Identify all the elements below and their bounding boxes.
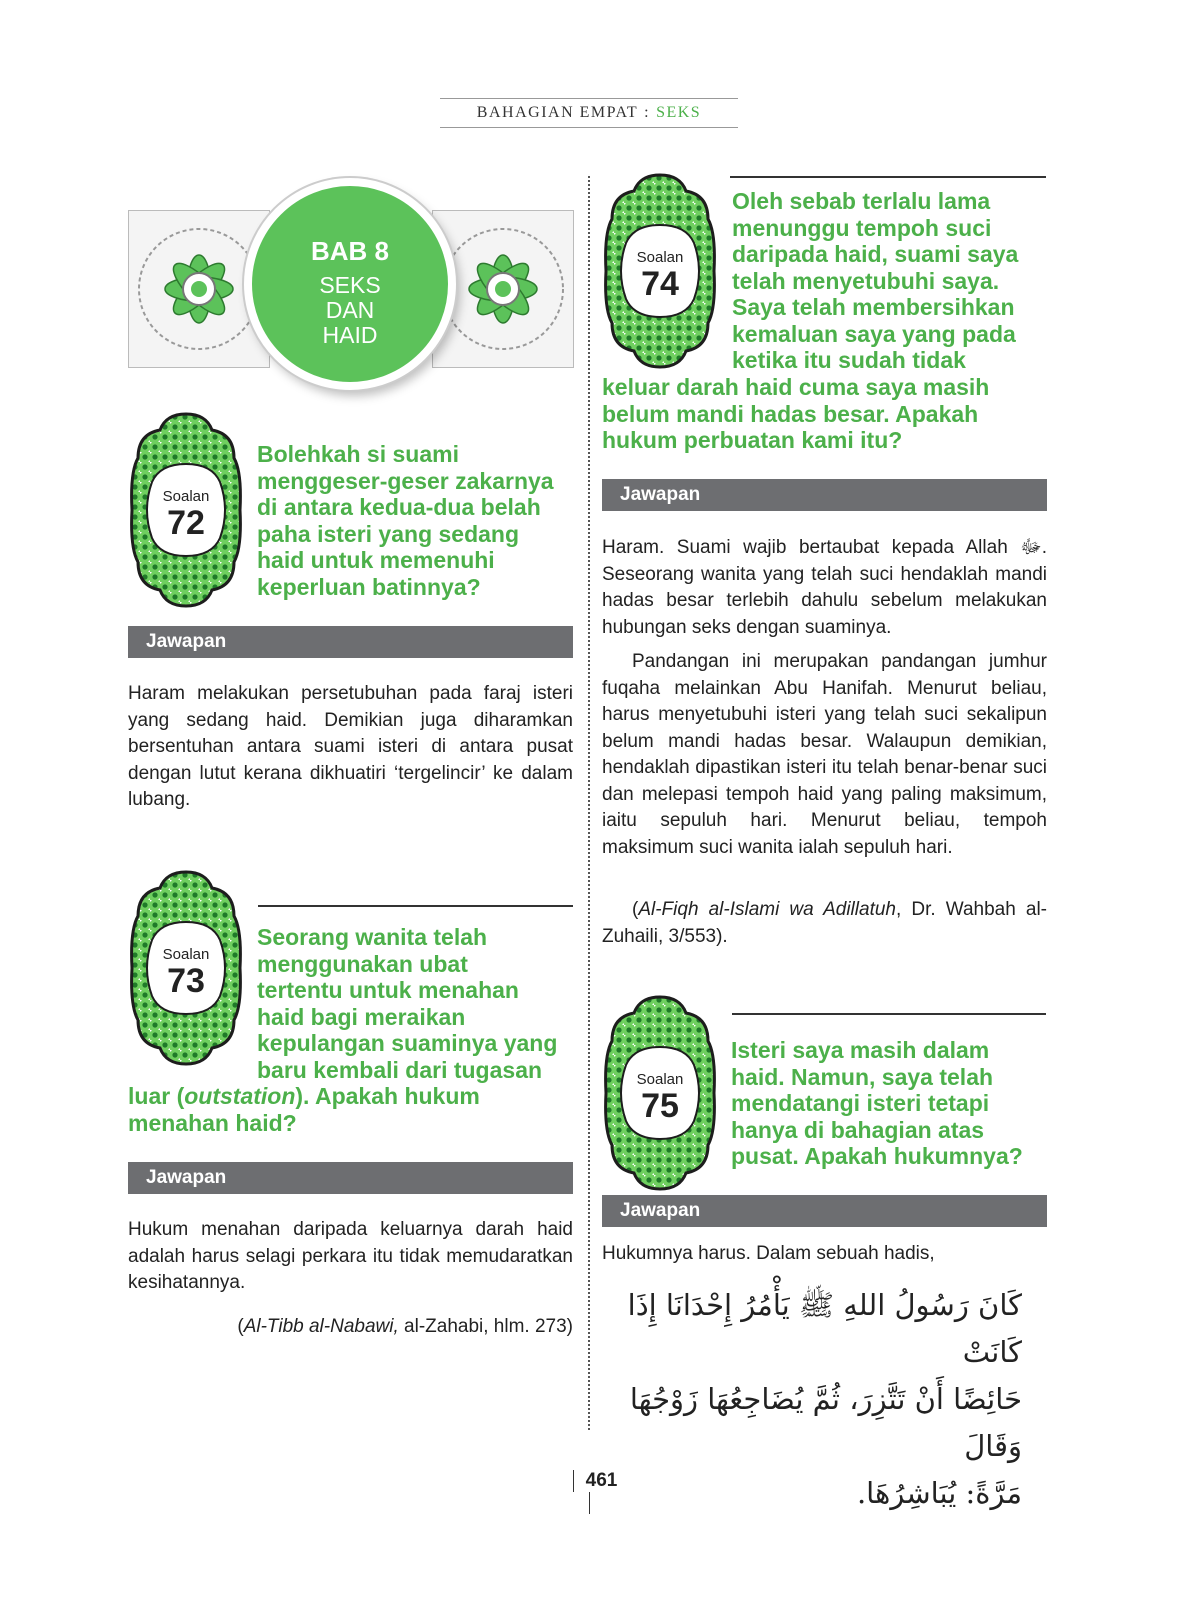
question-74-text-top	[732, 188, 1052, 374]
question-line: Oleh sebab terlalu lama	[732, 188, 991, 214]
question-line: paha isteri yang sedang	[257, 520, 520, 547]
question-line: haid untuk memenuhi	[257, 547, 495, 573]
reference-73: (Al-Tibb al-Nabawi, al-Zahabi, hlm. 273)	[237, 1316, 573, 1337]
chapter-title-line-2: DAN	[325, 297, 375, 323]
chapter-number: BAB 8	[310, 236, 389, 266]
question-line: menunggu tempoh suci	[732, 214, 992, 241]
decorative-rule	[730, 176, 1046, 178]
reference-title: Al-Tibb al-Nabawi,	[243, 1316, 399, 1337]
question-line: tertentu untuk menahan	[257, 977, 519, 1003]
answer-74-text	[602, 535, 1047, 861]
reference-title: Al-Fiqh al-Islami wa Adillatuh	[638, 899, 896, 920]
answer-header-75: Jawapan	[602, 1195, 1047, 1227]
outstation-term: outstation	[184, 1083, 296, 1109]
badge-label: Soalan	[162, 488, 210, 505]
reference-74: (Al-Fiqh al-Islami wa Adillatuh, Dr. Wahbah al-Zuhaili, 3/553).	[602, 899, 1047, 947]
question-line: keluar darah haid cuma saya masih	[602, 374, 990, 400]
answer-header-73: Jawapan	[128, 1162, 573, 1194]
badge-number: 74	[641, 265, 679, 303]
chapter-title-line-3: HAID	[322, 322, 378, 348]
question-line: Isteri saya masih dalam	[731, 1037, 990, 1063]
question-73-text-bottom	[128, 1083, 573, 1136]
badge-label: Soalan	[636, 249, 684, 266]
question-72-text	[257, 441, 577, 600]
question-badge-75	[604, 995, 716, 1191]
question-badge-73	[130, 870, 242, 1066]
question-line: keperluan batinnya?	[257, 573, 481, 600]
column-divider	[588, 176, 590, 1430]
question-line: Bolehkah si suami	[257, 441, 459, 467]
question-line: pusat. Apakah hukumnya?	[731, 1143, 1023, 1169]
header-separator: :	[644, 104, 651, 121]
answer-75-text	[602, 1241, 1047, 1268]
answer-paragraph: Hukumnya harus. Dalam sebuah hadis,	[602, 1243, 935, 1264]
question-line: haid. Namun, saya telah	[731, 1063, 994, 1090]
question-line: belum mandi hadas besar. Apakah	[602, 400, 979, 427]
badge-label: Soalan	[162, 946, 210, 963]
chapter-title-line-1: SEKS	[319, 272, 381, 298]
running-header	[440, 98, 738, 128]
question-line: telah menyetubuhi saya.	[732, 267, 1000, 294]
question-line: hukum perbuatan kami itu?	[602, 427, 903, 453]
question-line: menahan haid?	[128, 1109, 297, 1136]
chapter-title-circle	[244, 178, 456, 390]
question-74-text-bottom	[602, 374, 1052, 454]
decorative-rule	[732, 1013, 1046, 1015]
decorative-rule	[258, 905, 573, 907]
arabic-line: حَائِضًا أَنْ تَتَّزِرَ، ثُمَّ يُضَاجِعُهَا زَوْجُهَا وَقَالَ	[629, 1382, 1022, 1463]
arabic-line: مَرَّةً: يُبَاشِرُهَا.	[856, 1476, 1022, 1510]
question-badge-72	[130, 412, 242, 608]
answer-paragraph: Pandangan ini merupakan pandangan jumhur fuqaha melainkan Abu Hanifah. Menurut beliau, harus menyetubuhi isteri yang telah suci sekalipun belum mandi hadas besar. Walaupun demikian, hendaklah dipastikan isteri itu telah benar-benar suci dan melepasi tempoh haid yang paling maksimum, iaitu sepuluh hari. Menurut beliau, tempoh maksimum suci wanita ialah sepuluh hari.	[602, 651, 1047, 858]
page-number: 461	[556, 1470, 622, 1514]
question-line: haid bagi meraikan	[257, 1003, 466, 1030]
hadith-arabic-text	[602, 1282, 1022, 1517]
question-line: daripada haid, suami saya	[732, 241, 1019, 267]
badge-number: 72	[167, 504, 205, 542]
question-line: Seorang wanita telah	[257, 924, 488, 950]
arabic-line: كَانَ رَسُولُ اللهِ ﷺ يَأْمُرُ إِحْدَانَا إِذَا كَانَتْ	[627, 1288, 1022, 1369]
question-75-text	[731, 1037, 1051, 1170]
answer-73-text	[128, 1217, 573, 1297]
answer-header-72: Jawapan	[128, 626, 573, 658]
question-line: mendatangi isteri tetapi	[731, 1090, 990, 1116]
answer-paragraph: Haram melakukan persetubuhan pada faraj isteri yang sedang haid. Demikian juga diharamkan bersentuhan antara suami isteri di antara pusat dengan lutut kerana dikhuatiri ‘tergelincir’ ke dalam lubang.	[128, 683, 573, 810]
answer-paragraph: Haram. Suami wajib bertaubat kepada Allah ﷻ. Seseorang wanita yang telah suci hendaklah mandi hadas besar terlebih dahulu sebelum melakukan hubungan seks dengan suaminya.	[602, 537, 1047, 638]
question-line: hanya di bahagian atas	[731, 1116, 985, 1143]
question-line: menggeser-geser zakarnya	[257, 467, 554, 494]
question-line: luar (outstation). Apakah hukum	[128, 1083, 480, 1109]
question-line: baru kembali dari tugasan	[257, 1056, 543, 1083]
question-73-text-top	[257, 924, 577, 1083]
badge-number: 75	[641, 1087, 679, 1125]
question-line: ketika itu sudah tidak	[732, 347, 966, 373]
section-name: BAHAGIAN EMPAT	[476, 104, 639, 121]
badge-number: 73	[167, 962, 205, 1000]
question-line: kepulangan suaminya yang	[257, 1030, 558, 1056]
section-topic: SEKS	[656, 104, 702, 121]
question-line: kemaluan saya yang pada	[732, 320, 1016, 347]
answer-paragraph: Hukum menahan daripada keluarnya darah haid adalah harus selagi perkara itu tidak memudaratkan kesihatannya.	[128, 1219, 573, 1293]
question-line: di antara kedua-dua belah	[257, 494, 541, 520]
question-badge-74	[604, 173, 716, 369]
answer-72-text	[128, 681, 573, 814]
badge-label: Soalan	[636, 1071, 684, 1088]
question-line: Saya telah membersihkan	[732, 294, 1015, 320]
question-line: menggunakan ubat	[257, 950, 468, 977]
answer-header-74: Jawapan	[602, 479, 1047, 511]
